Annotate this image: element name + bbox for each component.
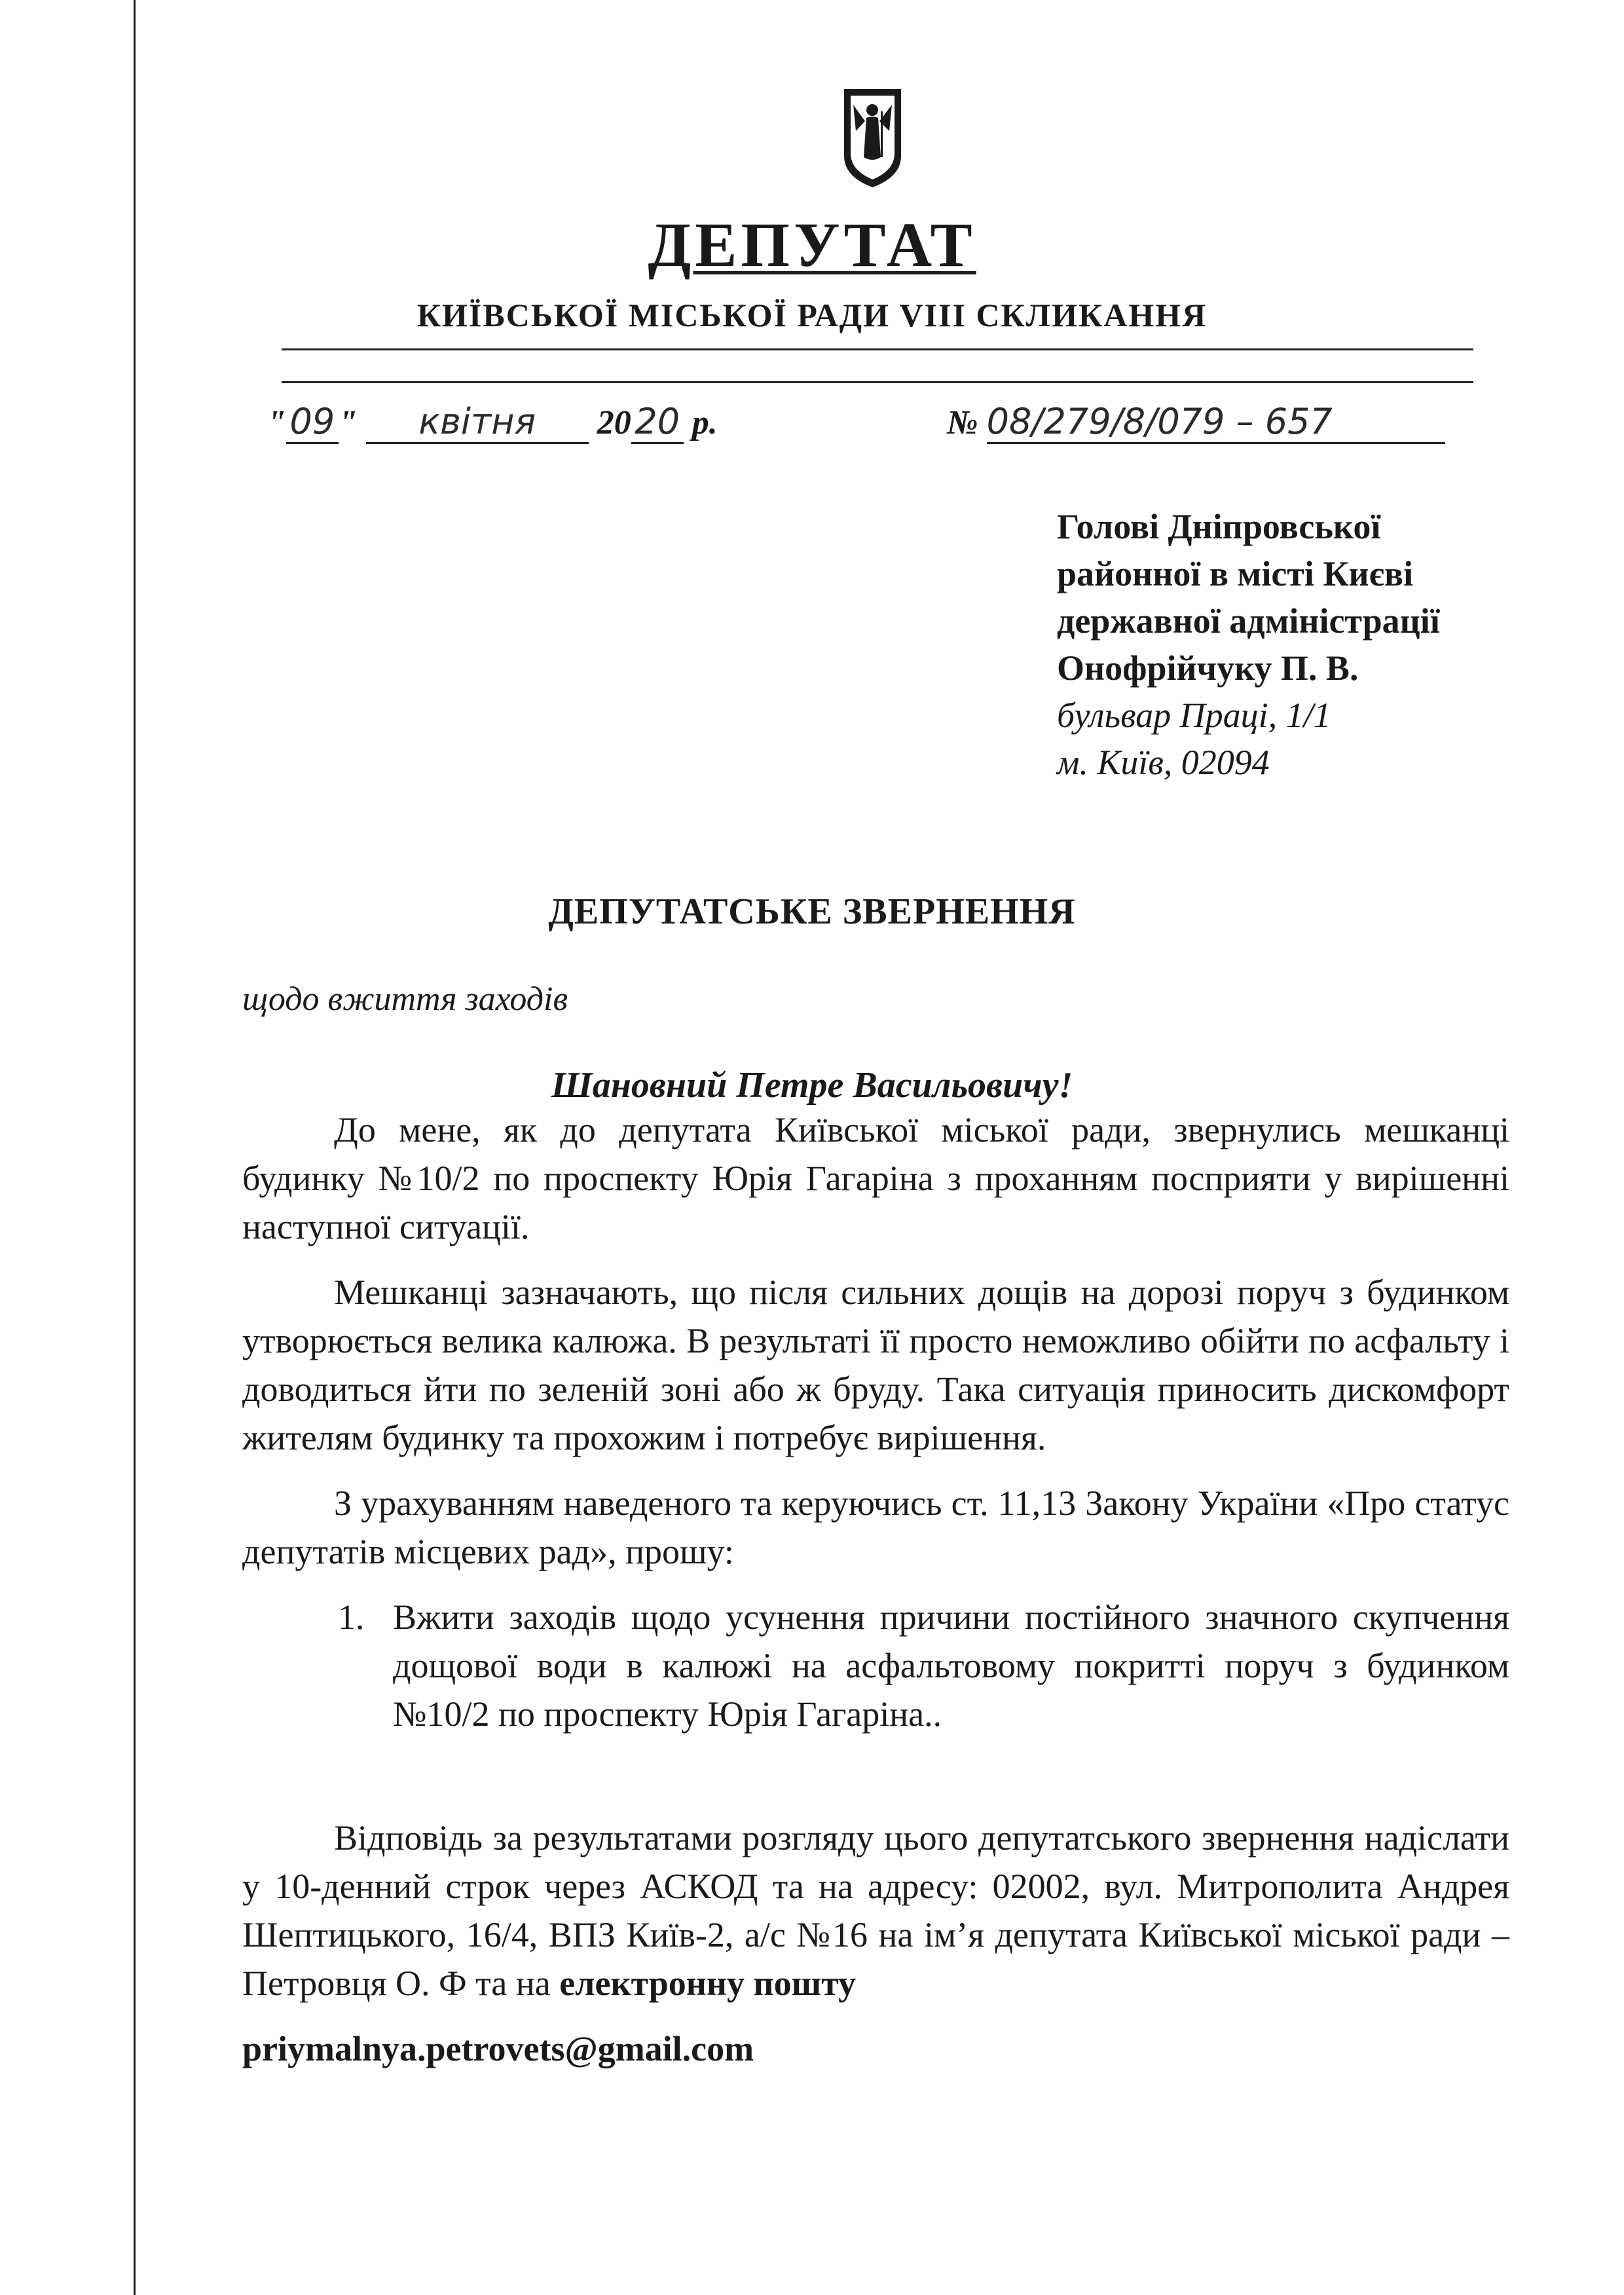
date-year-suffix: 20 [631, 401, 684, 444]
date-year-prefix: 20 [597, 404, 631, 441]
date-line [267, 401, 718, 444]
request-item-1: 1. Вжити заходів щодо усунення причини постійного значного скупчення дощової води в калюжі на асфальтовому покритті поруч з будинком №10/2 по проспекту Юрія Гагаріна.. [373, 1593, 1509, 1738]
document-title: ДЕПУТАТСЬКЕ ЗВЕРНЕННЯ [548, 891, 1076, 932]
header-rule-top [282, 348, 1473, 350]
date-month: квітня [366, 401, 589, 444]
addressee-line-2: районної в місті Києві [1057, 554, 1414, 593]
paragraph-2: Мешканці зазначають, що після сильних дощів на дорозі поруч з будинком утворюється велика калюжа. В результаті її просто неможливо обійти по асфальту і доводиться йти по зеленій зоні або ж бруду. Така ситуація приносить дискомфорт жителям будинку та прохожим і потребує вирішення. [242, 1273, 1509, 1457]
paragraph-4-text: Відповідь за результатами розгляду цього депутатського звернення надіслати у 10-денний строк через АСКОД та на адресу: 02002, вул. Митрополита Андрея Шептицького, 16/4, ВПЗ Київ-2, а/с №16 на ім’я депутата Київської міської ради – Петровця О. Ф та на [242, 1818, 1509, 2003]
date-close-quote: " [338, 404, 358, 441]
paragraph-4-bold: електронну пошту [559, 1964, 857, 2003]
registration-number: 08/279/8/079 – 657 [987, 401, 1445, 444]
contact-email: priymalnya.petrovets@gmail.com [242, 2029, 754, 2068]
paragraph-3: З урахуванням наведеного та керуючись ст. 11,13 Закону України «Про статус депутатів місцевих рад», прошу: [242, 1483, 1509, 1571]
addressee-line-1: Голові Дніпровської [1057, 507, 1381, 546]
date-open-quote: " [267, 404, 286, 441]
date-day: 09 [286, 401, 339, 444]
addressee-name: Онофрійчуку П. В. [1057, 648, 1359, 688]
document-subject: щодо вжиття заходів [242, 980, 568, 1018]
header-rule-bottom [282, 381, 1473, 383]
header-subtitle: КИЇВСЬКОЇ МІСЬКОЇ РАДИ VIII СКЛИКАННЯ [416, 297, 1208, 333]
paragraph-4 [242, 1814, 1509, 2007]
addressee-city: м. Київ, 02094 [1057, 743, 1270, 782]
addressee-street: бульвар Праці, 1/1 [1057, 696, 1331, 735]
addressee-line-3: державної адміністрації [1057, 601, 1440, 641]
margin-line [134, 0, 136, 2295]
header-title: ДЕПУТАТ [648, 210, 976, 280]
request-list [242, 1593, 1509, 1738]
paragraph-1: До мене, як до депутата Київської міської ради, звернулись мешканці будинку №10/2 по проспекту Юрія Гагаріна з проханням посприяти у вирішенні наступної ситуації. [242, 1110, 1509, 1246]
registration-line [947, 401, 1445, 444]
date-year-mark: р. [692, 404, 718, 441]
registration-label: № [947, 404, 978, 441]
kyiv-coat-of-arms-icon [841, 85, 904, 190]
salutation: Шановний Петре Васильовичу! [551, 1065, 1073, 1106]
addressee-block [1057, 503, 1440, 786]
document-body [242, 1106, 1509, 2073]
